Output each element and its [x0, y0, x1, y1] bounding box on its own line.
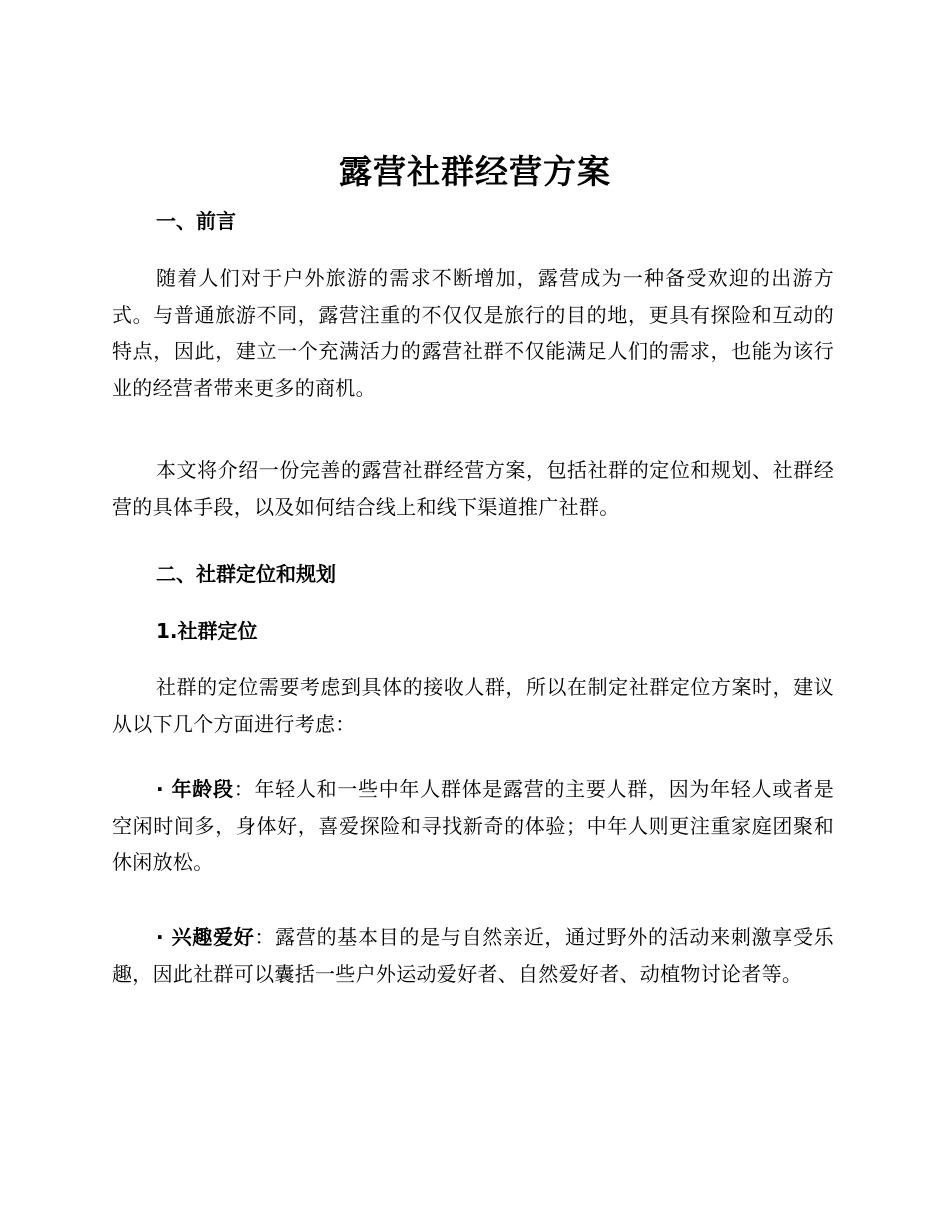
bullet-text-interests: 露营的基本目的是与自然亲近，通过野外的活动来刺激享受乐趣，因此社群可以囊括一些户外运动爱好者、自然爱好者、动植物讨论者等。: [112, 925, 834, 986]
bullet-separator: ：: [233, 777, 255, 801]
bullet-text-age: 年轻人和一些中年人群体是露营的主要人群，因为年轻人或者是空闲时间多，身体好，喜爱探险和寻找新奇的体验；中年人则更注重家庭团聚和休闲放松。: [112, 777, 834, 875]
section-heading-preface: 一、前言: [156, 209, 236, 233]
bullet-term-age: · 年龄段: [156, 777, 234, 801]
bullet-separator: ：: [254, 925, 276, 949]
preface-paragraph-1: 随着人们对于户外旅游的需求不断增加，露营成为一种备受欢迎的出游方式。与普通旅游不同，露营注重的不仅仅是旅行的目的地，更具有探险和互动的特点，因此，建立一个充满活力的露营社群不仅能满足人们的需求，也能为该行业的经营者带来更多的商机。: [112, 266, 834, 400]
preface-paragraph-2: 本文将介绍一份完善的露营社群经营方案，包括社群的定位和规划、社群经营的具体手段，以及如何结合线上和线下渠道推广社群。: [112, 458, 834, 519]
bullet-term-interests: · 兴趣爱好: [156, 925, 255, 949]
subsection-heading-positioning: 1.社群定位: [156, 619, 258, 643]
bullet-interests: [112, 919, 834, 992]
section-heading-positioning: 二、社群定位和规划: [156, 562, 336, 586]
bullet-age-group: [112, 771, 834, 881]
positioning-intro-paragraph: 社群的定位需要考虑到具体的接收人群，所以在制定社群定位方案时，建议从以下几个方面进行考虑：: [112, 675, 834, 736]
document-title: 露营社群经营方案: [339, 152, 611, 191]
